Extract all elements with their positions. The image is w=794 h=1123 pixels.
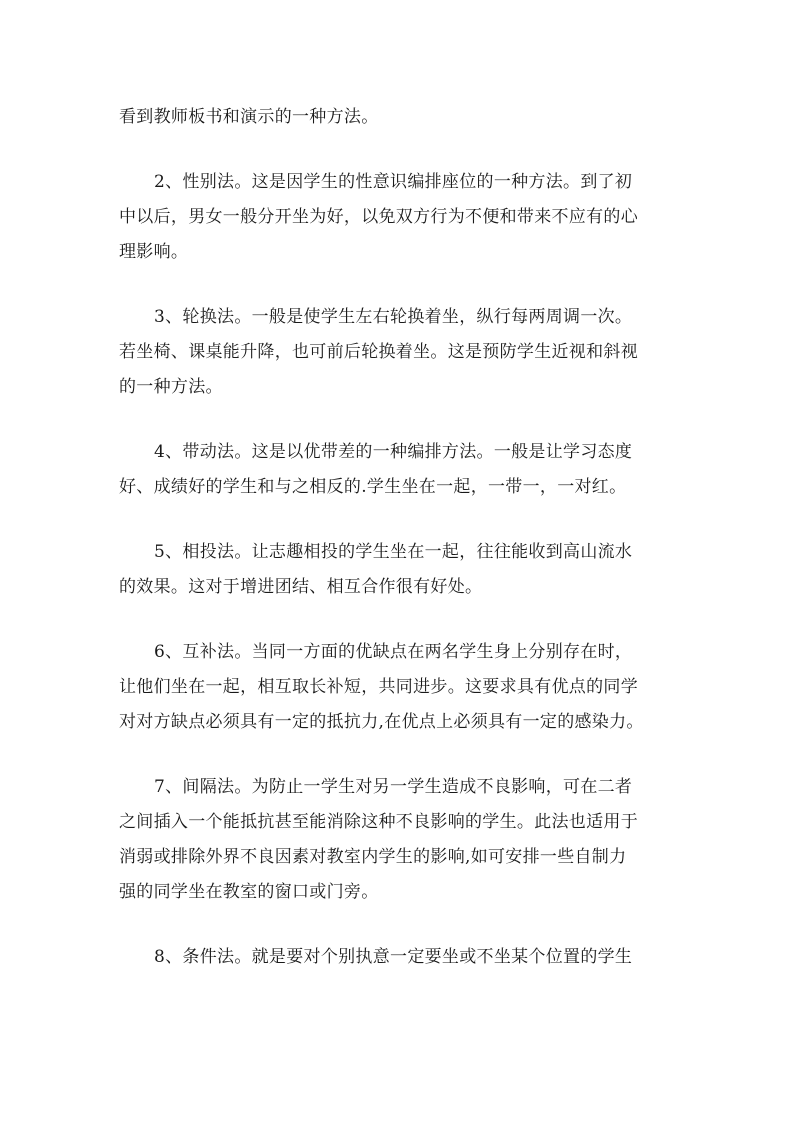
text-line: 看到教师板书和演示的一种方法。 — [119, 107, 379, 127]
paragraph-gender-method — [119, 165, 689, 270]
text-line: 之间插入一个能抵抗甚至能消除这种不良影响的学生。此法也适用于 — [119, 812, 638, 832]
text-line: 好、成绩好的学生和与之相反的.学生坐在一起，一带一，一对红。 — [119, 477, 627, 497]
paragraph-leading-method — [119, 435, 689, 505]
paragraph-affinity-method — [119, 535, 689, 605]
text-line: 的一种方法。 — [119, 377, 223, 397]
text-line: 6、互补法。当同一方面的优缺点在两名学生身上分别存在时， — [154, 642, 633, 662]
text-line: 8、条件法。就是要对个别执意一定要坐或不坐某个位置的学生 — [154, 947, 633, 967]
paragraph-rotation-method — [119, 300, 689, 405]
text-line: 的效果。这对于增进团结、相互合作很有好处。 — [119, 577, 483, 597]
paragraph-condition-method — [119, 940, 689, 975]
document-body — [119, 100, 689, 1005]
paragraph-interval-method — [119, 770, 689, 910]
paragraph-complementary-method — [119, 635, 689, 740]
text-line: 消弱或排除外界不良因素对教室内学生的影响,如可安排一些自制力 — [119, 847, 627, 867]
text-line: 对对方缺点必须具有一定的抵抗力,在优点上必须具有一定的感染力。 — [119, 712, 644, 732]
text-line: 5、相投法。让志趣相投的学生坐在一起，往往能收到高山流水 — [154, 542, 633, 562]
text-line: 强的同学坐在教室的窗口或门旁。 — [119, 882, 379, 902]
text-line: 理影响。 — [119, 242, 189, 262]
text-line: 若坐椅、课桌能升降，也可前后轮换着坐。这是预防学生近视和斜视 — [119, 342, 638, 362]
text-line: 3、轮换法。一般是使学生左右轮换着坐，纵行每两周调一次。 — [154, 307, 633, 327]
paragraph-continuation — [119, 100, 689, 135]
text-line: 4、带动法。这是以优带差的一种编排方法。一般是让学习态度 — [154, 442, 633, 462]
text-line: 让他们坐在一起，相互取长补短，共同进步。这要求具有优点的同学 — [119, 677, 638, 697]
text-line: 中以后，男女一般分开坐为好，以免双方行为不便和带来不应有的心 — [119, 207, 638, 227]
text-line: 2、性别法。这是因学生的性意识编排座位的一种方法。到了初 — [154, 172, 633, 192]
text-line: 7、间隔法。为防止一学生对另一学生造成不良影响，可在二者 — [154, 777, 633, 797]
